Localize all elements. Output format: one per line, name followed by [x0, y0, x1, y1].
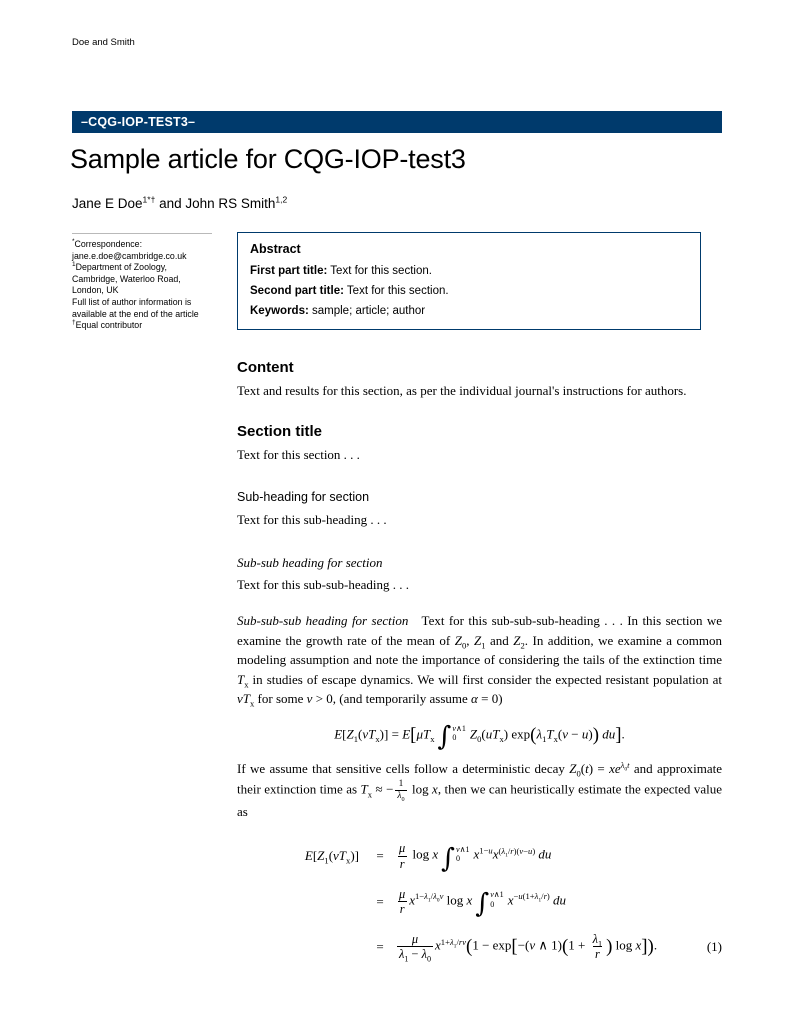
runin-heading-paragraph: Sub-sub-sub heading for section Text for this sub-sub-sub-heading . . . In this section we examine the growth rate of the mean of $Z_0$, $Z_1$ and $Z_2$. In addition, we examine a common modeling assumption and note the importance of considering the tails of the extinction time $T_x$ in studies of escape dynamics. We will first consider the expected resistant population at $vT_x$ for some v > 0, (and temporarily assume α = 0): [237, 613, 723, 709]
assume-paragraph: If we assume that sensitive cells follow a deterministic decay $Z_0(t) = xe^{\lambda_0t}$ and approximate their extinction time as $T_x$ ≈ − $\frac{1}{\lambda_0}$ log x, then we can heuristically estimate the expected value as: [237, 759, 722, 819]
subsubsection-paragraph: Text for this sub-sub-heading . . .: [237, 576, 410, 592]
abstract-keywords: Keywords: sample; article; author: [250, 305, 426, 317]
main-column: [237, 358, 722, 970]
equation-number: [686, 833, 722, 878]
equation-row: [237, 833, 722, 878]
subsection-heading: Sub-heading for section: [237, 490, 370, 504]
subsubsection-heading: Sub-sub heading for section: [237, 555, 383, 570]
equation-number: [686, 879, 722, 924]
correspondence-sidebar: [72, 233, 212, 332]
equal-contributor-note: †Equal contributor: [72, 319, 143, 331]
section-heading: Section title: [237, 423, 323, 440]
correspondence-email: jane.e.doe@cambridge.co.uk: [72, 250, 187, 261]
affiliation-line: Cambridge, Waterloo Road,: [72, 273, 181, 284]
equation-lhs: $E[Z_1(vT_x)]$: [304, 848, 359, 866]
equation-lhs: [237, 879, 365, 924]
abstract-box: [237, 232, 701, 330]
content-paragraph: Text and results for this section, as per the individual journal's instructions for authors.: [237, 382, 687, 398]
author-info-note: Full list of author information is: [72, 296, 192, 307]
authors-line: Jane E Doe$^{1*\dagger}$ and John RS Smith$^{1,2}$: [72, 194, 288, 211]
running-head: Doe and Smith: [72, 37, 135, 48]
article-title: Sample article for CQG-IOP-test3: [70, 144, 466, 174]
author-info-note: available at the end of the article: [72, 308, 199, 319]
equation-lhs: [237, 924, 365, 969]
equation-row: [237, 924, 722, 969]
affiliation-line: London, UK: [72, 285, 119, 296]
content-heading: Content: [237, 359, 294, 376]
abstract-title: Abstract: [250, 242, 301, 256]
journal-banner: –CQG-IOP-TEST3–: [72, 111, 722, 133]
subsection-paragraph: Text for this sub-heading . . .: [237, 511, 387, 527]
equation-relation: =: [376, 938, 384, 954]
equation-rhs: $\frac{\mu}{r}$ log x ∫ v∧1 0 $x^{1-u}x^{(\lambda_1/r)(v-u)}$ du: [399, 841, 552, 874]
equation-relation: =: [376, 848, 384, 864]
abstract-second-part: Second part title: Text for this section.: [250, 285, 449, 297]
display-equation: $E[Z_1(vT_x)] = E[\mu T_x$ ∫ v∧1 0 $Z_0(uT_x) \exp(\lambda_1T_x(v - u))$ du].: [334, 721, 625, 753]
aligned-equation-block: [237, 833, 722, 969]
equation-row: [237, 879, 722, 924]
correspondence-label: *Correspondence:: [72, 238, 143, 249]
equation-rhs: $\frac{\mu}{\lambda_1 - \lambda_0}$ $x^{1+\lambda_1/rv}(1 - \exp[-(v$ ∧ 1)(1 + $\frac{\lambda_1}{r}$ ) log x]).: [399, 932, 658, 964]
section-paragraph: Text for this section . . .: [237, 446, 360, 462]
equation-relation: =: [376, 893, 384, 909]
abstract-first-part: First part title: Text for this section.: [250, 265, 432, 277]
equation-rhs: $\frac{\mu}{r}$ $x^{1-\lambda_1/\lambda_0v}$ log x ∫ v∧1 0 $x^{-u(1+\lambda_1/r)}$ du: [399, 886, 567, 919]
equation-number: (1): [706, 938, 722, 954]
affiliation-line: $^1$Department of Zoology,: [72, 261, 167, 273]
